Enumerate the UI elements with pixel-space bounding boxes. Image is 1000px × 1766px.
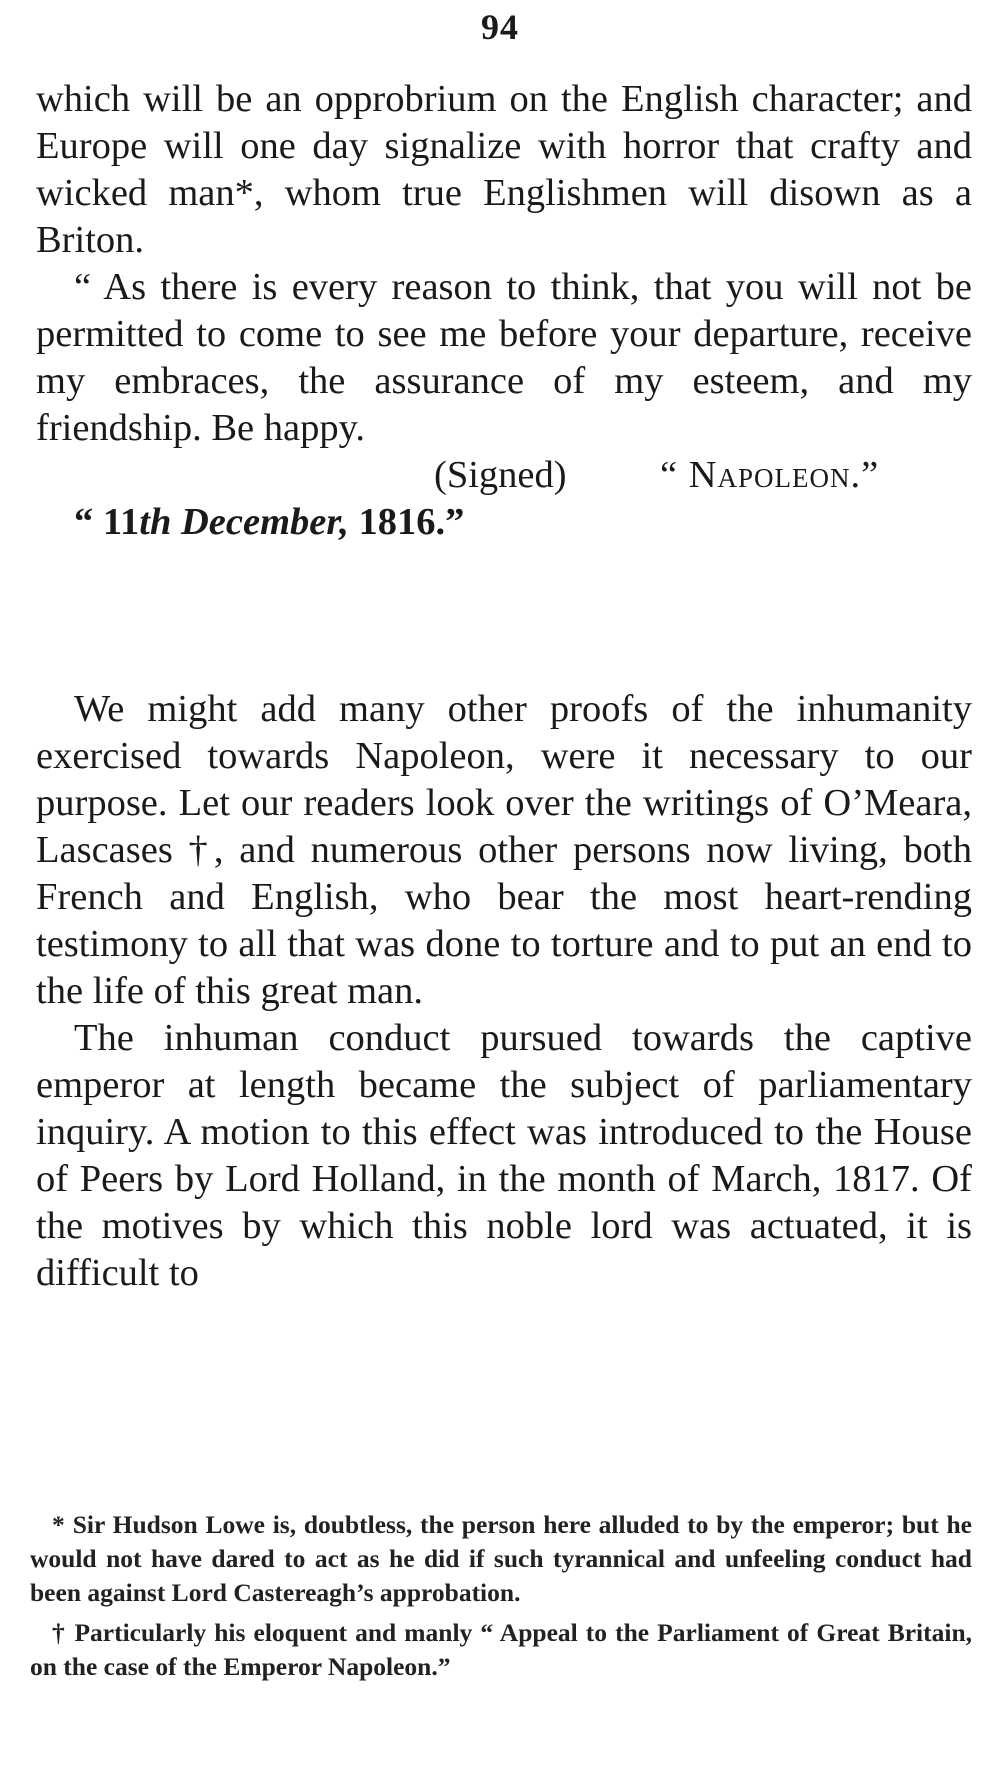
letter-paragraph: which will be an opprobrium on the English character; and Europe will one day signalize with horror that crafty and wicked man*, whom true Englishmen will disown as a Briton. [36, 78, 972, 261]
signed-label: (Signed) [434, 454, 567, 496]
date-italic: th December, [139, 501, 349, 543]
narrative-paragraph: The inhuman conduct pursued towards the captive emperor at length became the subject of parliamentary inquiry. A motion to this effect was introduced to the House of Peers by Lord Holland, in the month of March, 1817. Of the motives by which this noble lord was actuated, it is difficult to [36, 1017, 972, 1294]
date-prefix: “ 11 [74, 501, 140, 543]
footnote-text: Particularly his eloquent and manly “ Appeal to the Parliament of Great Britain, on the case of the Emperor Napoleon.” [30, 1618, 972, 1681]
footnote [30, 1616, 972, 1684]
date-year: 1816.” [348, 501, 465, 543]
footnote-text: Sir Hudson Lowe is, doubtless, the person here alluded to by the emperor; but he would not have dared to act as he did if such tyrannical and unfeeling conduct had been against Lord Castereagh’s approbation. [30, 1510, 972, 1607]
letter-paragraph: “ As there is every reason to think, that you will not be permitted to come to see me before your departure, receive my embraces, the assurance of my esteem, and my friendship. Be happy. [36, 266, 972, 449]
footnotes [30, 1508, 972, 1684]
letter-date [36, 499, 972, 546]
footnote-marker: * [52, 1510, 65, 1539]
footnote [30, 1508, 972, 1610]
signature: “ Napoleon.” [660, 454, 880, 496]
narrative-block [36, 686, 972, 1297]
footnote-marker: † [52, 1618, 67, 1647]
letter-block [36, 76, 972, 546]
page-number: 94 [481, 7, 519, 47]
narrative-paragraph: We might add many other proofs of the inhumanity exercised towards Napoleon, were it necessary to our purpose. Let our readers look over the writings of O’Meara, Lascases †, and numerous other persons now living, both French and English, who bear the most heart-rending testimony to all that was done to torture and to put an end to the life of this great man. [36, 688, 972, 1012]
signature-line [36, 452, 972, 499]
